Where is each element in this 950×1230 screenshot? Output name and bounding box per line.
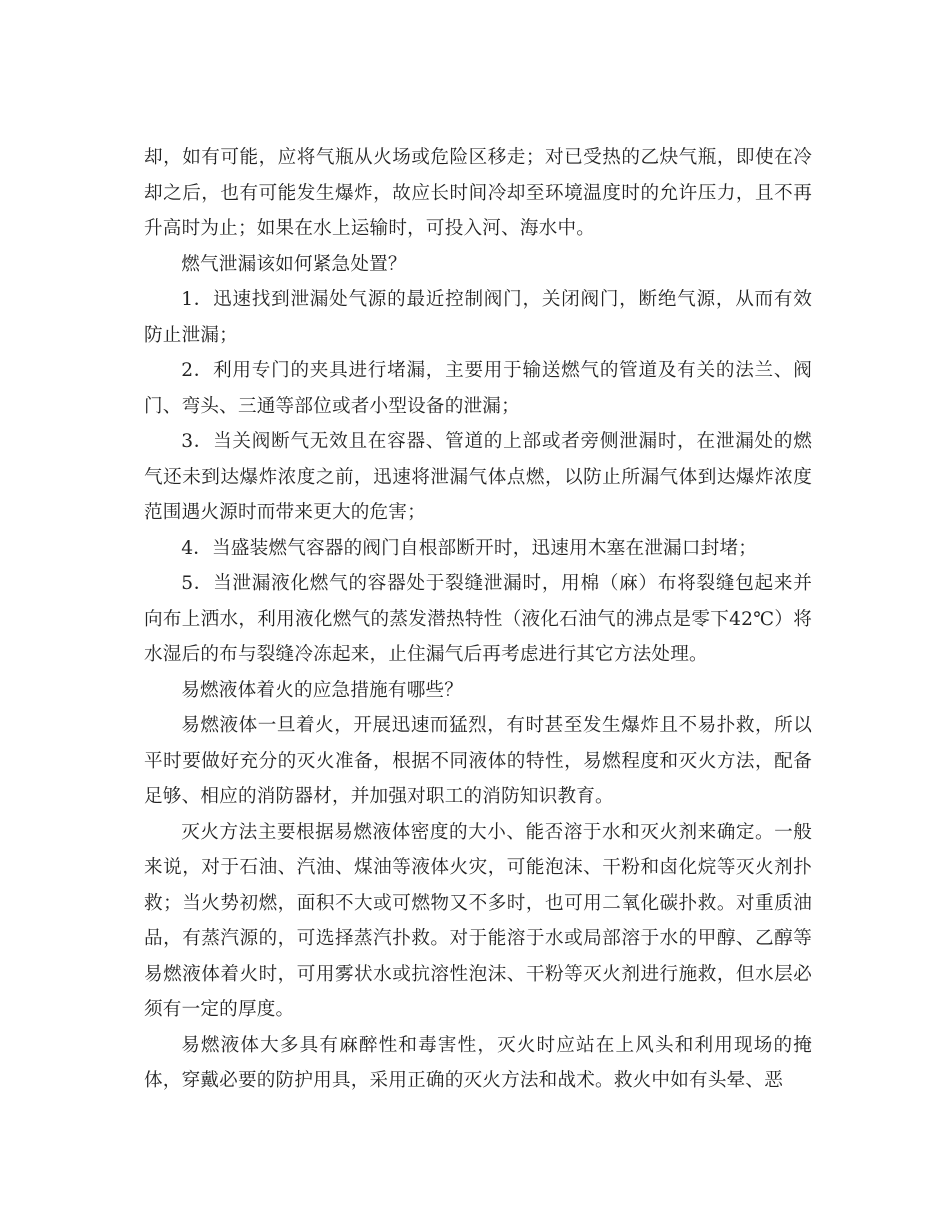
list-item-1: 1．迅速找到泄漏处气源的最近控制阀门，关闭阀门，断绝气源，从而有效防止泄漏； [144,289,812,346]
paragraph-extinguishing-methods: 灭火方法主要根据易燃液体密度的大小、能否溶于水和灭火剂来确定。一般来说，对于石油、汽油、煤油等液体火灾，可能泡沫、干粉和卤化烷等灭火剂扑救；当火势初燃，面积不大或可燃物又不多时，也可用二氧化碳扑救。对重质油品，有蒸汽源的，可选择蒸汽扑救。对于能溶于水或局部溶于水的甲醇、乙醇等易燃液体着火时，可用雾状水或抗溶性泡沫、干粉等灭火剂进行施救，但水层必须有一定的厚度。 [144,821,812,1020]
heading-flammable-liquid-fire: 易燃液体着火的应急措施有哪些？ [181,679,464,701]
paragraph-safety-precautions: 易燃液体大多具有麻醉性和毒害性，灭火时应站在上风头和利用现场的掩体，穿戴必要的防护用具，采用正确的灭火方法和战术。救火中如有头晕、恶 [144,1034,812,1091]
list-item-5: 5．当泄漏液化燃气的容器处于裂缝泄漏时，用棉（麻）布将裂缝包起来并向布上洒水，利用液化燃气的蒸发潜热特性（液化石油气的沸点是零下42℃）将水湿后的布与裂缝冷冻起来，止住漏气后再考虑进行其它方法处理。 [144,573,812,665]
list-item-2: 2．利用专门的夹具进行堵漏，主要用于输送燃气的管道及有关的法兰、阀门、弯头、三通等部位或者小型设备的泄漏； [144,360,812,417]
heading-gas-leak-emergency: 燃气泄漏该如何紧急处置？ [181,253,407,275]
list-item-4: 4．当盛装燃气容器的阀门自根部断开时，迅速用木塞在泄漏口封堵； [181,537,758,559]
paragraph-gas-cylinder-cooling: 却，如有可能，应将气瓶从火场或危险区移走；对已受热的乙炔气瓶，即使在冷却之后，也有可能发生爆炸，故应长时间冷却至环境温度时的允许压力，且不再升高时为止；如果在水上运输时，可投入河、海水中。 [144,147,812,239]
paragraph-preparation: 易燃液体一旦着火，开展迅速而猛烈，有时甚至发生爆炸且不易扑救，所以平时要做好充分的灭火准备，根据不同液体的特性，易燃程度和灭火方法，配备足够、相应的消防器材，并加强对职工的消防知识教育。 [144,715,812,807]
list-item-3: 3．当关阀断气无效且在容器、管道的上部或者旁侧泄漏时，在泄漏处的燃气还未到达爆炸浓度之前，迅速将泄漏气体点燃，以防止所漏气体到达爆炸浓度范围遇火源时而带来更大的危害； [144,431,812,523]
